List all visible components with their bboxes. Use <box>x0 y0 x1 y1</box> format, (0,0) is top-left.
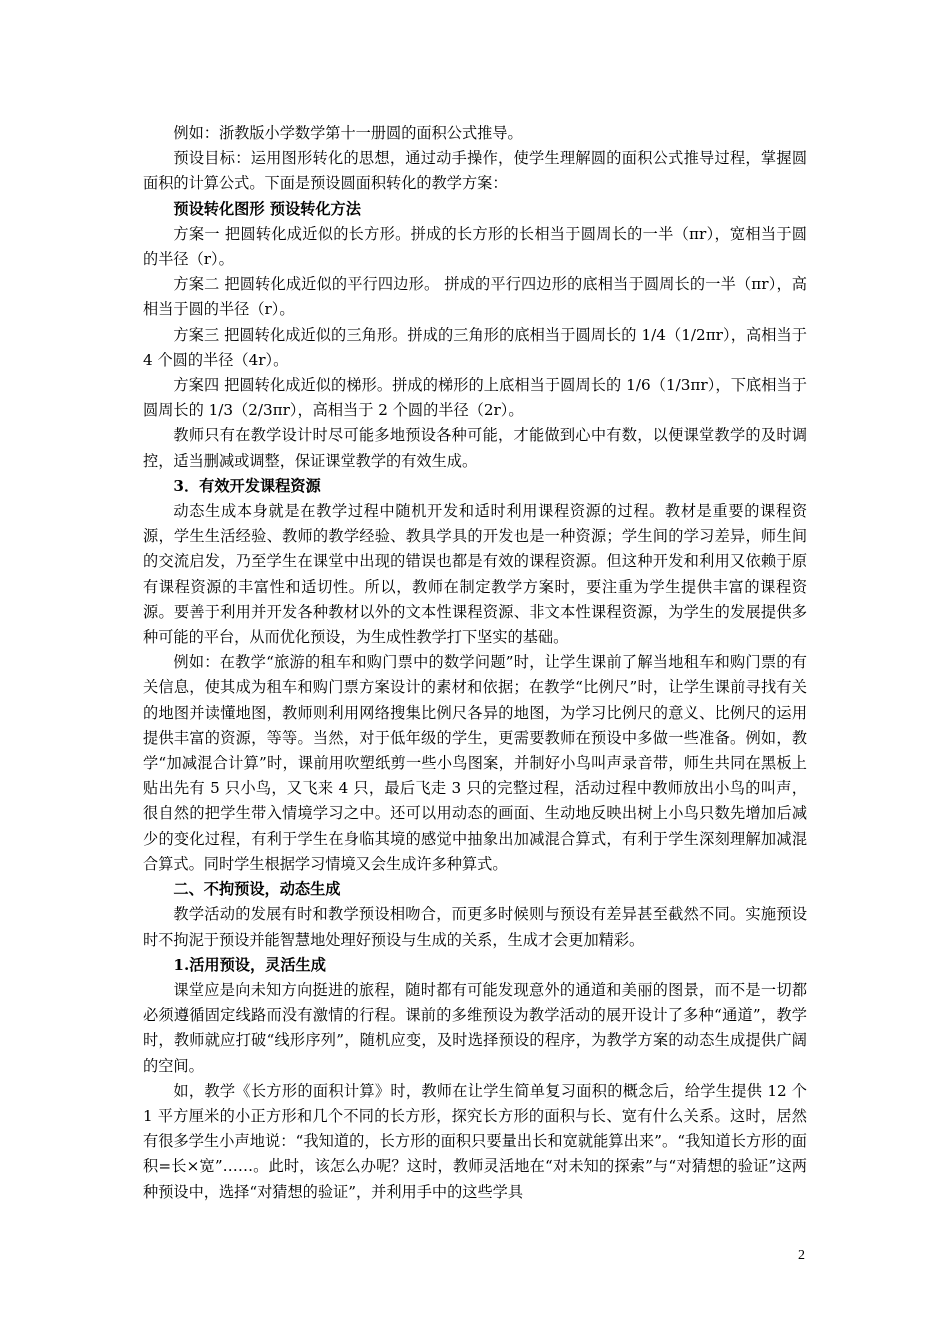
paragraph: 教师只有在教学设计时尽可能多地预设各种可能，才能做到心中有数，以便课堂教学的及时调控，适当删减或调整，保证课堂教学的有效生成。 <box>143 426 807 470</box>
page-number: 2 <box>798 1248 805 1263</box>
page-body <box>143 121 807 1205</box>
paragraph: 方案三 把圆转化成近似的三角形。拼成的三角形的底相当于圆周长的 1/4（1/2πr），高相当于 4 个圆的半径（4r）。 <box>143 325 807 369</box>
paragraph: 动态生成本身就是在教学过程中随机开发和适时利用课程资源的过程。教材是重要的课程资源，学生生活经验、教师的教学经验、教具学具的开发也是一种资源；学生间的学习差异，师生间的交流启发，乃至学生在课堂中出现的错误也都是有效的课程资源。但这种开发和利用又依赖于原有课程资源的丰富性和适切性。所以，教师在制定教学方案时，要注重为学生提供丰富的课程资源。要善于利用并开发各种教材以外的文本性课程资源、非文本性课程资源，为学生的发展提供多种可能的平台，从而优化预设，为生成性教学打下坚实的基础。 <box>143 502 807 647</box>
paragraph: 例如：在教学“旅游的租车和购门票中的数学问题”时，让学生课前了解当地租车和购门票的有关信息，使其成为租车和购门票方案设计的素材和依据；在教学“比例尺”时，让学生课前寻找有关的地图并读懂地图，教师则利用网络搜集比例尺各异的地图，为学习比例尺的意义、比例尺的运用提供丰富的资源，等等。当然，对于低年级的学生，更需要教师在预设中多做一些准备。例如，教学“加减混合计算”时，课前用吹塑纸剪一些小鸟图案，并制好小鸟叫声录音带，师生共同在黑板上贴出先有 5 只小鸟，又飞来 4 只，最后飞走 3 只的完整过程，活动过程中教师放出小鸟的叫声，很自然的把学生带入情境学习之中。还可以用动态的画面、生动地反映出树上小鸟只数先增加后减少的变化过程，有利于学生在身临其境的感觉中抽象出加减混合算式，有利于学生深刻理解加减混合算式。同时学生根据学习情境又会生成许多种算式。 <box>143 653 807 873</box>
bold-heading: 预设转化图形 预设转化方法 <box>173 199 361 218</box>
paragraph: 方案一 把圆转化成近似的长方形。拼成的长方形的长相当于圆周长的一半（πr），宽相当于圆的半径（r）。 <box>143 224 807 269</box>
section-heading: 3．有效开发课程资源 <box>173 476 321 495</box>
paragraph: 课堂应是向未知方向挺进的旅程，随时都有可能发现意外的通道和美丽的图景，而不是一切都必须遵循固定线路而没有激情的行程。课前的多维预设为教学活动的展开设计了多种“通道”，教学时，教师就应打破“线形序列”，随机应变，及时选择预设的程序，为教学方案的动态生成提供广阔的空间。 <box>143 980 807 1075</box>
section-heading: 二、不拘预设，动态生成 <box>173 880 341 899</box>
paragraph: 教学活动的发展有时和教学预设相吻合，而更多时候则与预设有差异甚至截然不同。实施预设时不拘泥于预设并能智慧地处理好预设与生成的关系，生成才会更加精彩。 <box>143 905 807 949</box>
paragraph: 方案四 把圆转化成近似的梯形。拼成的梯形的上底相当于圆周长的 1/6（1/3πr），下底相当于圆周长的 1/3（2/3πr），高相当于 2 个圆的半径（2r）。 <box>143 376 807 420</box>
paragraph: 如，教学《长方形的面积计算》时，教师在让学生简单复习面积的概念后，给学生提供 12 个 1 平方厘米的小正方形和几个不同的长方形，探究长方形的面积与长、宽有什么关系。这时，居然有很多学生小声地说：“我知道的，长方形的面积只要量出长和宽就能算出来”。“我知道长方形的面积=长×宽”……。此时，该怎么办呢？这时，教师灵活地在“对未知的探索”与“对猜想的验证”这两种预设中，选择“对猜想的验证”，并利用手中的这些学具 <box>143 1081 807 1201</box>
paragraph: 例如：浙教版小学数学第十一册圆的面积公式推导。 <box>173 124 523 142</box>
section-heading: 1.活用预设，灵活生成 <box>173 955 326 974</box>
paragraph: 方案二 把圆转化成近似的平行四边形。 拼成的平行四边形的底相当于圆周长的一半（πr），高相当于圆的半径（r）。 <box>143 275 807 319</box>
paragraph: 预设目标：运用图形转化的思想，通过动手操作，使学生理解圆的面积公式推导过程，掌握圆面积的计算公式。下面是预设圆面积转化的教学方案： <box>143 149 807 193</box>
